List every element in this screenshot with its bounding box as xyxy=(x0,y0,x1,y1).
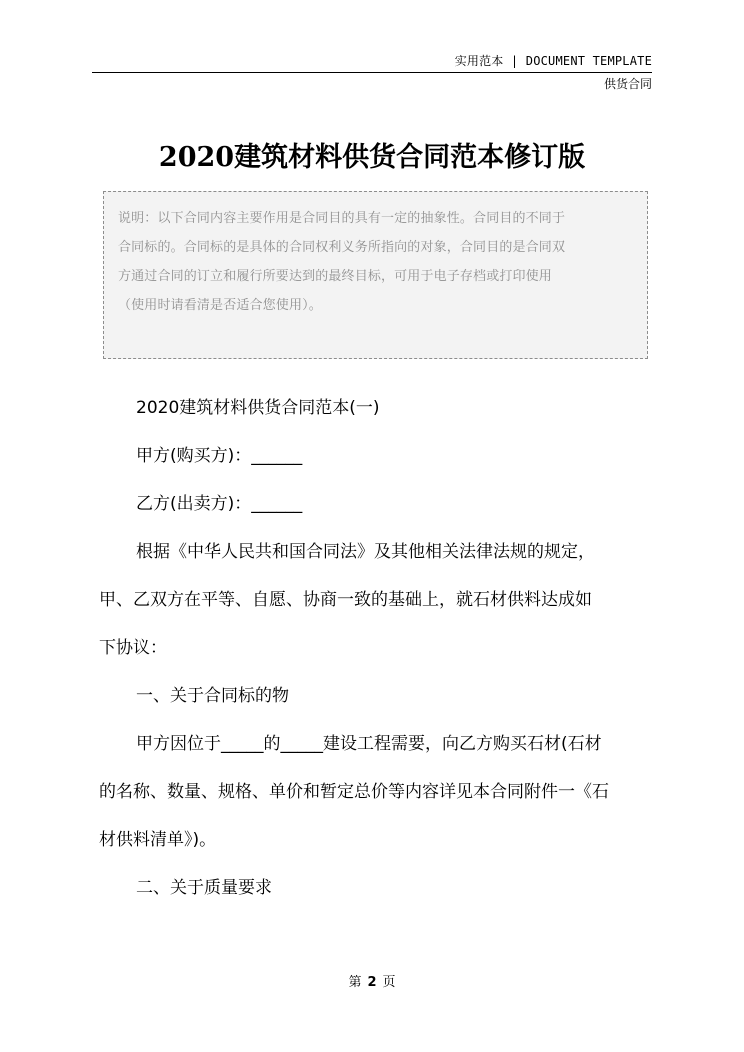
body-line: 甲、乙双方在平等、自愿、协商一致的基础上，就石材供料达成如 xyxy=(99,590,592,610)
page-number: 2 xyxy=(367,975,377,990)
body-line: 2020建筑材料供货合同范本(一) xyxy=(136,398,380,418)
body-line: 甲方(购买方)：______ xyxy=(136,446,303,466)
body-line: 乙方(出卖方)：______ xyxy=(136,494,303,514)
note-line: 方通过合同的订立和履行所要达到的最终目标，可用于电子存档或打印使用 xyxy=(118,269,552,284)
header-category: 实用范本 | DOCUMENT TEMPLATE xyxy=(454,54,652,68)
body-line: 一、关于合同标的物 xyxy=(136,686,289,706)
body-line: 根据《中华人民共和国合同法》及其他相关法律法规的规定， xyxy=(136,542,595,562)
page-prefix: 第 xyxy=(348,975,362,990)
note-line: （使用时请看清是否适合您使用）。 xyxy=(118,298,322,313)
note-line: 合同标的。合同标的是具体的合同权利义务所指向的对象，合同目的是合同双 xyxy=(118,240,566,255)
header-divider xyxy=(92,72,652,73)
body-line: 下协议： xyxy=(99,638,167,658)
body-line: 二、关于质量要求 xyxy=(136,878,272,898)
document-title: 2020建筑材料供货合同范本修订版 xyxy=(158,142,586,173)
note-line: 说明：以下合同内容主要作用是合同目的具有一定的抽象性。合同目的不同于 xyxy=(118,211,566,226)
header-doc-type: 供货合同 xyxy=(603,77,652,91)
body-line: 材供料清单》)。 xyxy=(99,830,217,850)
page-footer xyxy=(0,973,744,993)
note-box xyxy=(103,191,648,359)
body-line: 的名称、数量、规格、单价和暂定总价等内容详见本合同附件一《石 xyxy=(99,782,609,802)
document-body xyxy=(99,384,659,912)
body-line: 甲方因位于_____的_____建设工程需要，向乙方购买石材(石材 xyxy=(136,734,602,754)
page-suffix: 页 xyxy=(382,975,396,990)
